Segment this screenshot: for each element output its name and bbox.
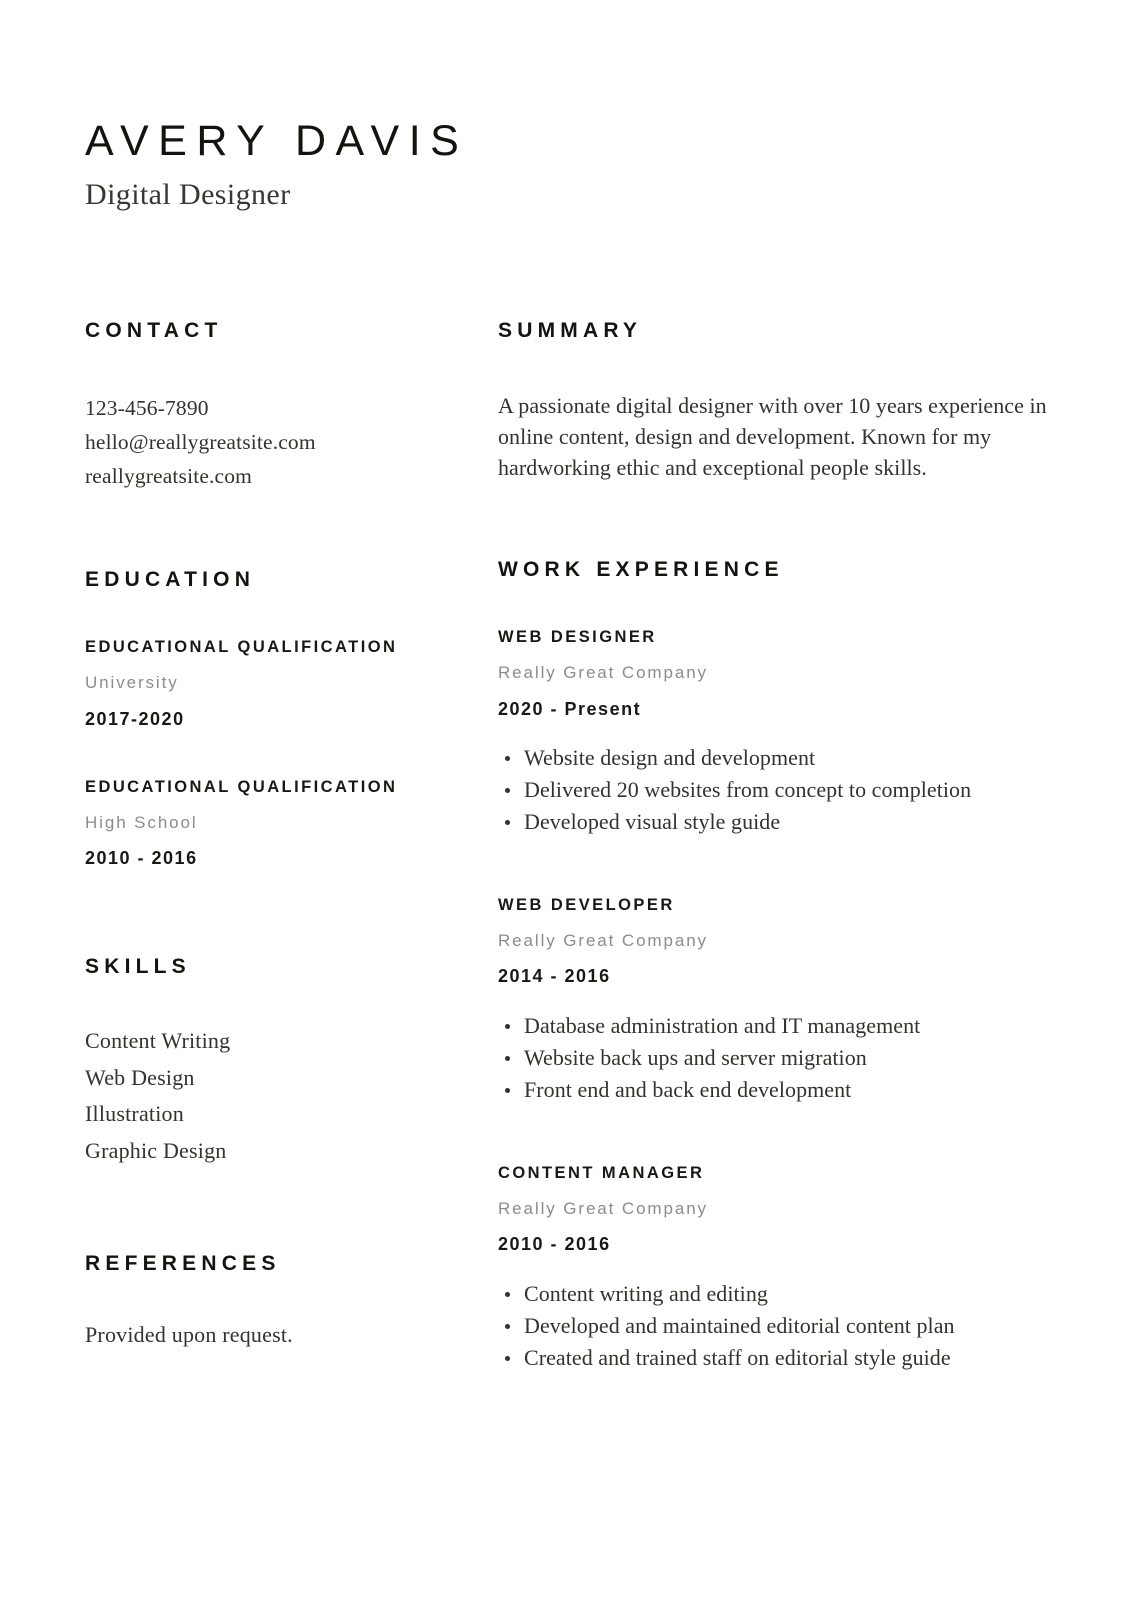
education-entry xyxy=(85,638,455,730)
skill-item: Web Design xyxy=(85,1064,195,1090)
work-bullet-list xyxy=(498,742,1058,838)
work-experience-heading: WORK EXPERIENCE xyxy=(498,558,784,582)
skills-list xyxy=(85,1023,455,1169)
work-bullet: Created and trained staff on editorial style guide xyxy=(498,1342,1058,1374)
section-education xyxy=(85,567,455,870)
work-company: Really Great Company xyxy=(498,663,708,683)
summary-heading: SUMMARY xyxy=(498,319,643,342)
contact-phone: 123-456-7890 xyxy=(85,396,209,421)
education-institution: High School xyxy=(85,812,198,832)
contact-heading: CONTACT xyxy=(85,319,223,342)
work-entry xyxy=(498,1164,1058,1374)
references-text: Provided upon request. xyxy=(85,1322,293,1348)
skill-item: Illustration xyxy=(85,1101,184,1127)
skills-heading: SKILLS xyxy=(85,954,191,978)
work-bullet-list xyxy=(498,1010,1058,1106)
education-entry xyxy=(85,778,455,870)
work-bullet-list xyxy=(498,1278,1058,1374)
work-entry xyxy=(498,628,1058,838)
work-bullet: Website back ups and server migration xyxy=(498,1042,1058,1074)
candidate-name: AVERY DAVIS xyxy=(85,117,469,165)
education-qualification: EDUCATIONAL QUALIFICATION xyxy=(85,638,398,657)
work-entry xyxy=(498,896,1058,1106)
work-bullet: Front end and back end development xyxy=(498,1074,1058,1106)
education-qualification: EDUCATIONAL QUALIFICATION xyxy=(85,778,398,797)
contact-list xyxy=(85,391,455,493)
work-dates: 2010 - 2016 xyxy=(498,1234,611,1255)
work-bullet: Developed visual style guide xyxy=(498,806,1058,838)
education-heading: EDUCATION xyxy=(85,568,256,592)
references-heading: REFERENCES xyxy=(85,1252,281,1276)
work-bullet: Website design and development xyxy=(498,742,1058,774)
work-bullet: Content writing and editing xyxy=(498,1278,1058,1310)
section-skills xyxy=(85,954,455,1169)
work-company: Really Great Company xyxy=(498,930,708,950)
contact-website: reallygreatsite.com xyxy=(85,464,253,489)
skill-item: Content Writing xyxy=(85,1028,231,1054)
resume-header xyxy=(85,118,985,211)
work-bullet: Database administration and IT management xyxy=(498,1010,1058,1042)
work-role: WEB DEVELOPER xyxy=(498,896,675,915)
work-dates: 2014 - 2016 xyxy=(498,966,611,987)
skill-item: Graphic Design xyxy=(85,1137,227,1163)
work-bullet: Delivered 20 websites from concept to completion xyxy=(498,774,1058,806)
work-dates: 2020 - Present xyxy=(498,698,642,719)
section-summary xyxy=(498,318,1058,483)
sidebar-column xyxy=(85,318,455,1350)
section-work-experience xyxy=(498,557,1058,1374)
summary-text: A passionate digital designer with over 10 years experience in online content, design and development. Known for my hardworking ethic and exceptional people skills. xyxy=(498,393,1047,481)
work-role: WEB DESIGNER xyxy=(498,628,657,647)
contact-email: hello@reallygreatsite.com xyxy=(85,430,316,455)
candidate-job-title: Digital Designer xyxy=(85,178,291,212)
work-role: CONTENT MANAGER xyxy=(498,1163,705,1182)
education-institution: University xyxy=(85,673,179,693)
main-column xyxy=(498,318,1058,1374)
education-dates: 2017-2020 xyxy=(85,708,185,729)
work-bullet: Developed and maintained editorial content plan xyxy=(498,1310,1058,1342)
work-company: Really Great Company xyxy=(498,1198,708,1218)
section-contact xyxy=(85,318,455,493)
education-dates: 2010 - 2016 xyxy=(85,848,198,869)
section-references xyxy=(85,1251,455,1350)
